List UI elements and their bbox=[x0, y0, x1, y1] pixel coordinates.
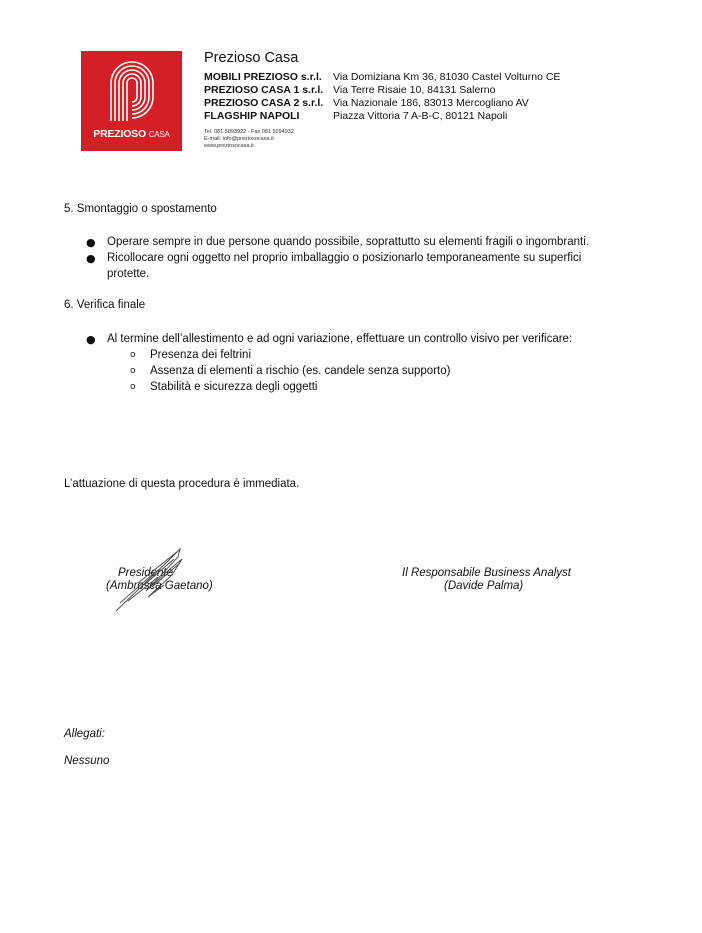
company-logo bbox=[81, 51, 182, 151]
signature-left-name: (Ambrosca Gaetano) bbox=[106, 580, 213, 592]
signature-right-role: Il Responsabile Business Analyst bbox=[402, 567, 571, 579]
address-street: Piazza Vittoria 7 A-B-C, 80121 Napoli bbox=[333, 110, 508, 122]
contact-website: www.preziosocasa.it bbox=[204, 143, 254, 149]
address-company: PREZIOSO CASA 1 s.r.l. bbox=[204, 84, 324, 96]
bullet-icon: ● bbox=[86, 252, 96, 265]
section-6-heading: 6. Verifica finale bbox=[64, 299, 146, 311]
address-company: PREZIOSO CASA 2 s.r.l. bbox=[204, 97, 324, 109]
attachments-label: Allegati: bbox=[64, 728, 105, 740]
company-title: Prezioso Casa bbox=[204, 50, 299, 66]
sub-bullet-icon: o bbox=[130, 350, 136, 360]
section-5-bullet: Ricollocare ogni oggetto nel proprio imballaggio o posizionarlo temporaneamente su superfici bbox=[107, 252, 582, 264]
signature-right-name: (Davide Palma) bbox=[444, 580, 524, 592]
closing-statement: L’attuazione di questa procedura è immediata. bbox=[64, 478, 300, 490]
address-street: Via Domiziana Km 36, 81030 Castel Volturno CE bbox=[333, 71, 561, 83]
sub-bullet-icon: o bbox=[130, 382, 136, 392]
address-street: Via Nazionale 186, 83013 Mercogliano AV bbox=[333, 97, 529, 109]
bullet-icon: ● bbox=[86, 236, 96, 249]
section-6-bullet: Al termine dell’allestimento e ad ogni variazione, effettuare un controllo visivo per verificare: bbox=[107, 333, 573, 345]
section-5-bullet-continued: protette. bbox=[107, 268, 150, 280]
logo-wordmark bbox=[81, 128, 182, 140]
section-6-sub-item: Presenza dei feltrini bbox=[150, 349, 251, 361]
address-street: Via Terre Risaie 10, 84131 Salerno bbox=[333, 84, 496, 96]
logo-brand: PREZIOSO bbox=[93, 128, 146, 140]
attachments-value: Nessuno bbox=[64, 755, 110, 767]
section-5-heading: 5. Smontaggio o spostamento bbox=[64, 203, 217, 215]
address-company: MOBILI PREZIOSO s.r.l. bbox=[204, 71, 322, 83]
handwritten-signature bbox=[108, 543, 198, 618]
section-5-bullet: Operare sempre in due persone quando possibile, soprattutto su elementi fragili o ingombranti. bbox=[107, 236, 590, 248]
bullet-icon: ● bbox=[86, 333, 96, 346]
sub-bullet-icon: o bbox=[130, 366, 136, 376]
section-6-sub-item: Stabilità e sicurezza degli oggetti bbox=[150, 381, 318, 393]
address-company: FLAGSHIP NAPOLI bbox=[204, 110, 300, 122]
contact-email: E-mail: info@preziosocasa.it bbox=[204, 136, 274, 142]
signature-left-role: Presidente bbox=[118, 567, 173, 579]
logo-sub: CASA bbox=[148, 130, 170, 139]
contact-phone: Tel. 081 5093922 - Fax 081 5094932 bbox=[204, 129, 294, 135]
section-6-sub-item: Assenza di elementi a rischio (es. candele senza supporto) bbox=[150, 365, 451, 377]
